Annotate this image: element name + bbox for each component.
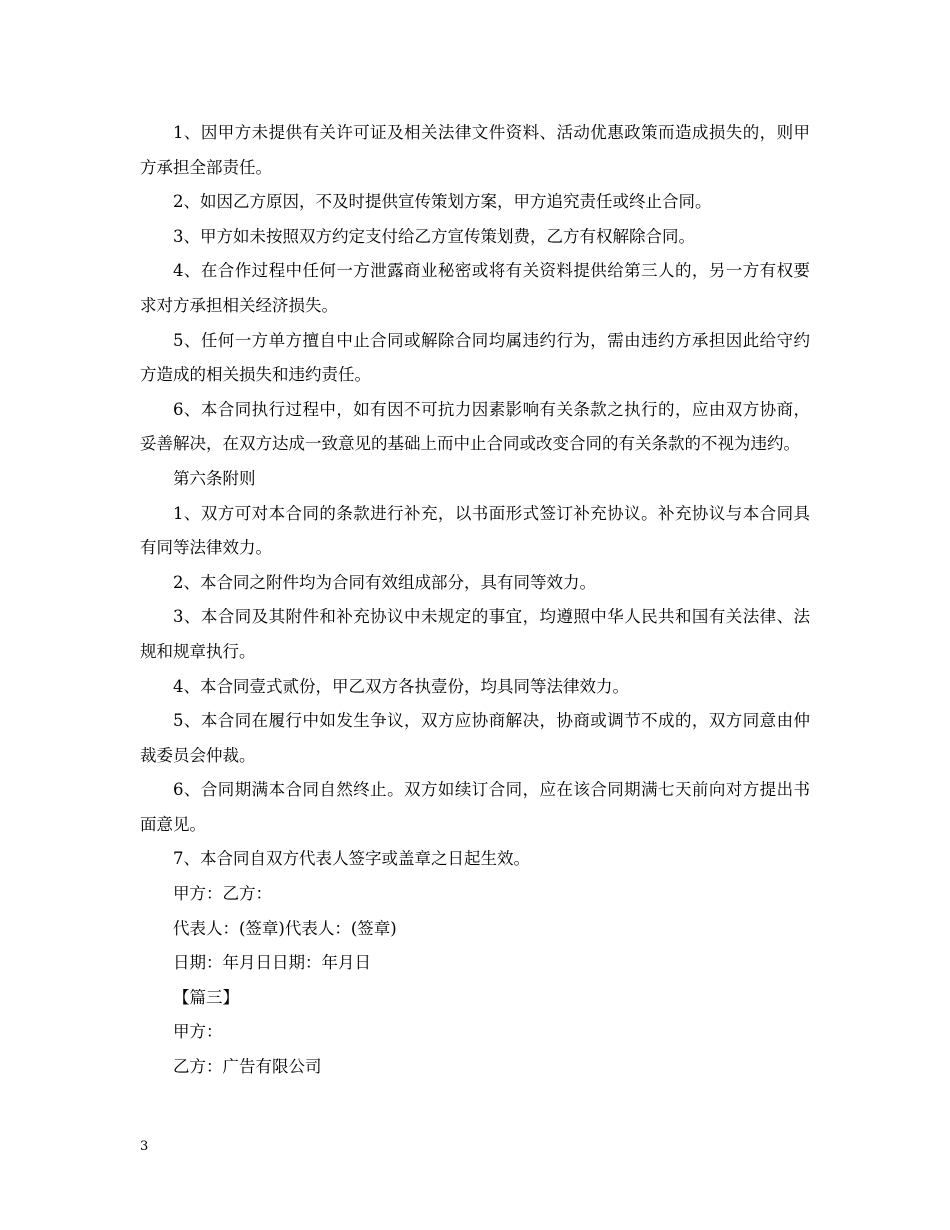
document-body: [140, 116, 810, 1085]
signature-representatives-line: 代表人：(签章)代表人：(签章): [173, 918, 397, 938]
paragraph-supplementary-7: 7、本合同自双方代表人签字或盖章之日起生效。: [173, 849, 530, 869]
paragraph-supplementary-1: 1、双方可对本合同的条款进行补充，以书面形式签订补充协议。补充协议与本合同具有同等法律效力。: [140, 503, 810, 558]
party-b-line: 乙方：广告有限公司: [173, 1057, 322, 1077]
paragraph-supplementary-5: 5、本合同在履行中如发生争议，双方应协商解决，协商或调节不成的，双方同意由仲裁委员会仲裁。: [140, 711, 810, 765]
page-number: 3: [140, 1139, 149, 1154]
paragraph-liability-1: 1、因甲方未提供有关许可证及相关法律文件资料、活动优惠政策而造成损失的，则甲方承担全部责任。: [140, 123, 810, 177]
section-heading-part-3: 【篇三】: [173, 987, 239, 1007]
section-heading-article-6: 第六条附则: [173, 468, 256, 488]
paragraph-liability-2: 2、如因乙方原因，不及时提供宣传策划方案，甲方追究责任或终止合同。: [173, 192, 712, 212]
party-a-line: 甲方：: [173, 1022, 223, 1042]
paragraph-supplementary-4: 4、本合同壹式贰份，甲乙双方各执壹份，均具同等法律效力。: [173, 676, 629, 696]
signature-dates-line: 日期：年月日日期：年月日: [173, 953, 371, 973]
paragraph-supplementary-2: 2、本合同之附件均为合同有效组成部分，具有同等效力。: [173, 572, 596, 592]
paragraph-supplementary-3: 3、本合同及其附件和补充协议中未规定的事宜，均遵照中华人民共和国有关法律、法规和规章执行。: [140, 607, 810, 661]
paragraph-liability-5: 5、任何一方单方擅自中止合同或解除合同均属违约行为，需由违约方承担因此给守约方造成的相关损失和违约责任。: [140, 330, 810, 385]
paragraph-supplementary-6: 6、合同期满本合同自然终止。双方如续订合同，应在该合同期满七天前向对方提出书面意见。: [140, 780, 810, 834]
signature-parties-line: 甲方：乙方：: [173, 884, 272, 904]
paragraph-liability-6: 6、本合同执行过程中，如有因不可抗力因素影响有关条款之执行的，应由双方协商，妥善解决，在双方达成一致意见的基础上而中止合同或改变合同的有关条款的不视为违约。: [140, 399, 810, 454]
paragraph-liability-4: 4、在合作过程中任何一方泄露商业秘密或将有关资料提供给第三人的，另一方有权要求对方承担相关经济损失。: [140, 261, 810, 315]
paragraph-liability-3: 3、甲方如未按照双方约定支付给乙方宣传策划费，乙方有权解除合同。: [173, 226, 695, 246]
